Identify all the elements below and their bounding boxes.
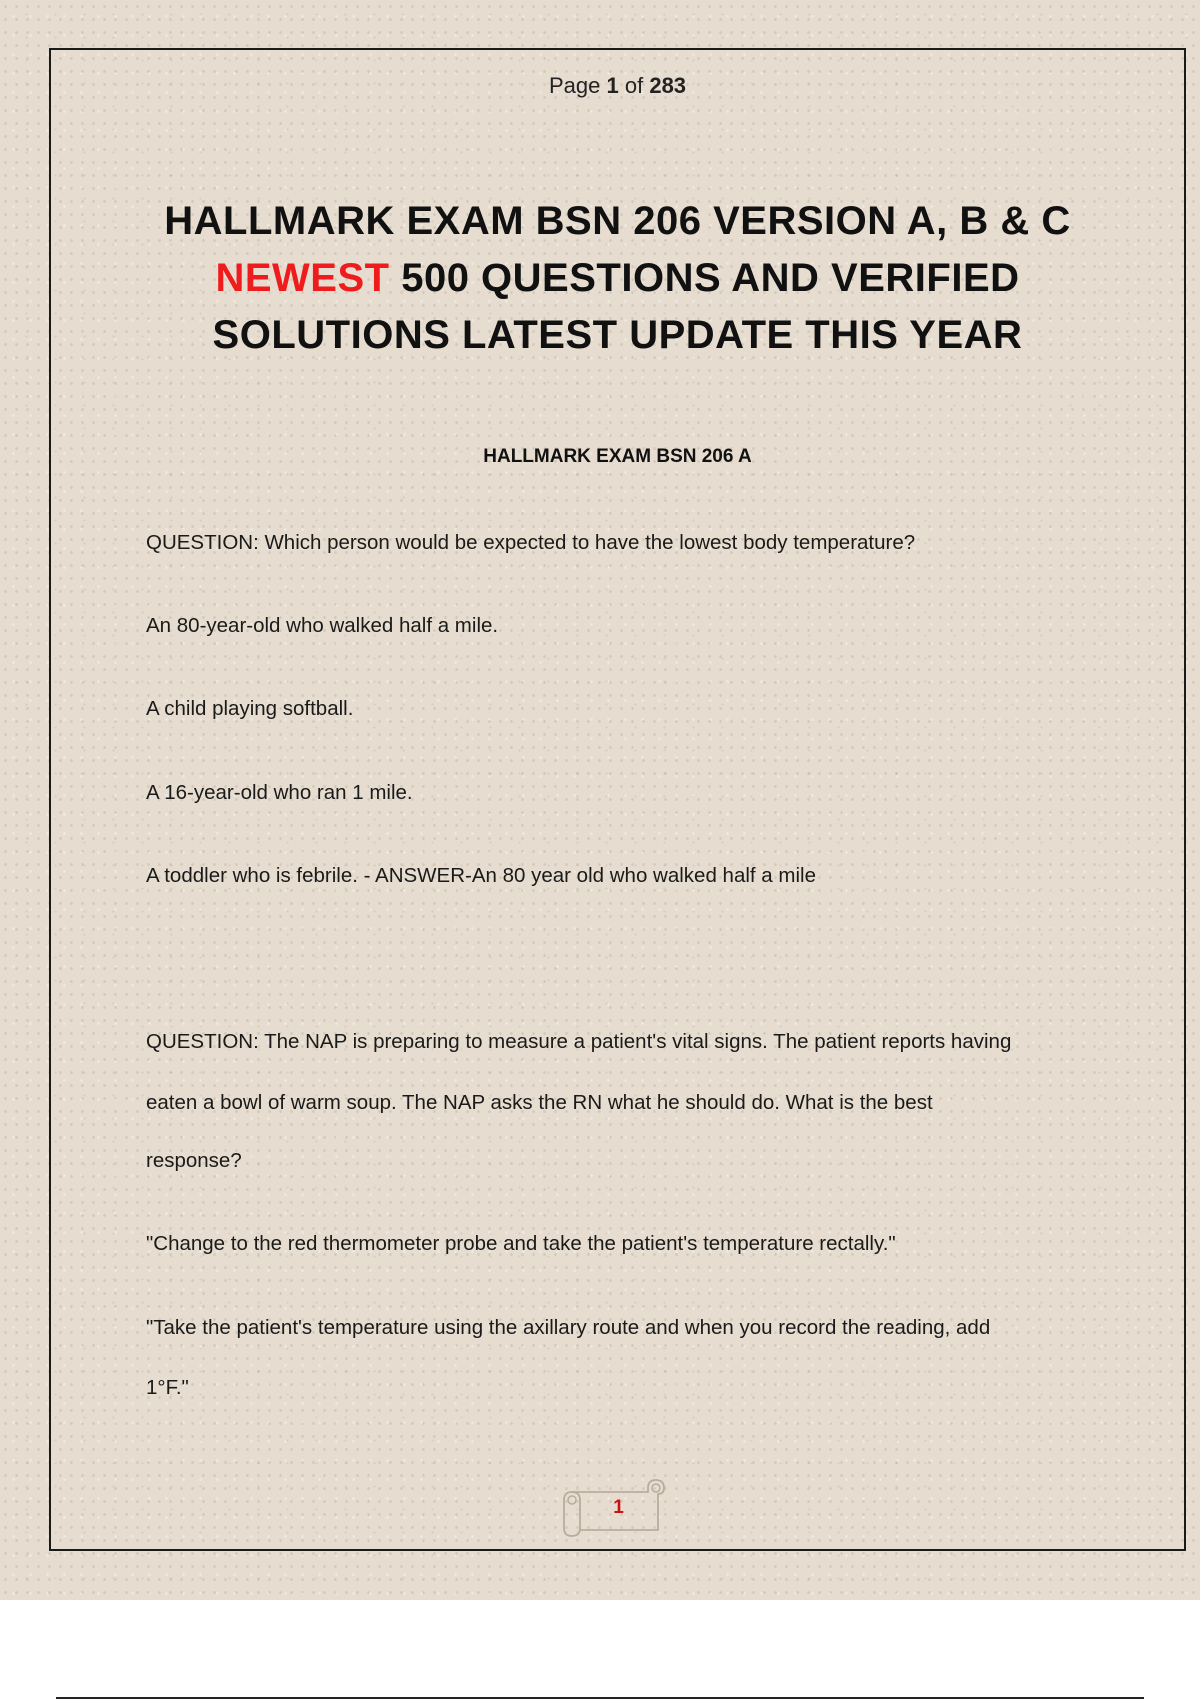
bottom-divider <box>56 1697 1144 1699</box>
document-subtitle: HALLMARK EXAM BSN 206 A <box>483 446 752 467</box>
question-1-option-4-answer: A toddler who is febrile. - ANSWER-An 80 year old who walked half a mile <box>146 864 816 887</box>
page-indicator <box>0 73 1200 99</box>
page-current: 1 <box>606 73 619 98</box>
question-2-text-line-2: eaten a bowl of warm soup. The NAP asks the RN what he should do. What is the best <box>146 1091 933 1114</box>
question-2-option-1: "Change to the red thermometer probe and take the patient's temperature rectally." <box>146 1232 896 1255</box>
title-part-2: 500 QUESTIONS AND VERIFIED SOLUTIONS LATEST UPDATE THIS YEAR <box>212 256 1023 357</box>
footer-page-number: 1 <box>613 1497 624 1518</box>
page-of: of <box>624 73 644 98</box>
page-total: 283 <box>649 73 687 98</box>
question-2-text-line-3: response? <box>146 1149 242 1172</box>
document-title <box>130 193 1105 364</box>
question-2-option-2-line-1: "Take the patient's temperature using the axillary route and when you record the reading, add <box>146 1316 991 1339</box>
question-2-text-line-1: QUESTION: The NAP is preparing to measure a patient's vital signs. The patient reports having <box>146 1030 1012 1053</box>
question-1-option-1: An 80-year-old who walked half a mile. <box>146 614 499 637</box>
question-2-option-2-line-2: 1°F." <box>146 1376 189 1399</box>
title-part-1: HALLMARK EXAM BSN 206 VERSION A, B & C <box>164 199 1071 243</box>
page-label: Page <box>548 73 601 98</box>
question-1-option-2: A child playing softball. <box>146 697 354 720</box>
title-highlight: NEWEST <box>215 256 390 300</box>
question-1-option-3: A 16-year-old who ran 1 mile. <box>146 781 413 804</box>
question-1-text: QUESTION: Which person would be expected to have the lowest body temperature? <box>146 531 916 554</box>
